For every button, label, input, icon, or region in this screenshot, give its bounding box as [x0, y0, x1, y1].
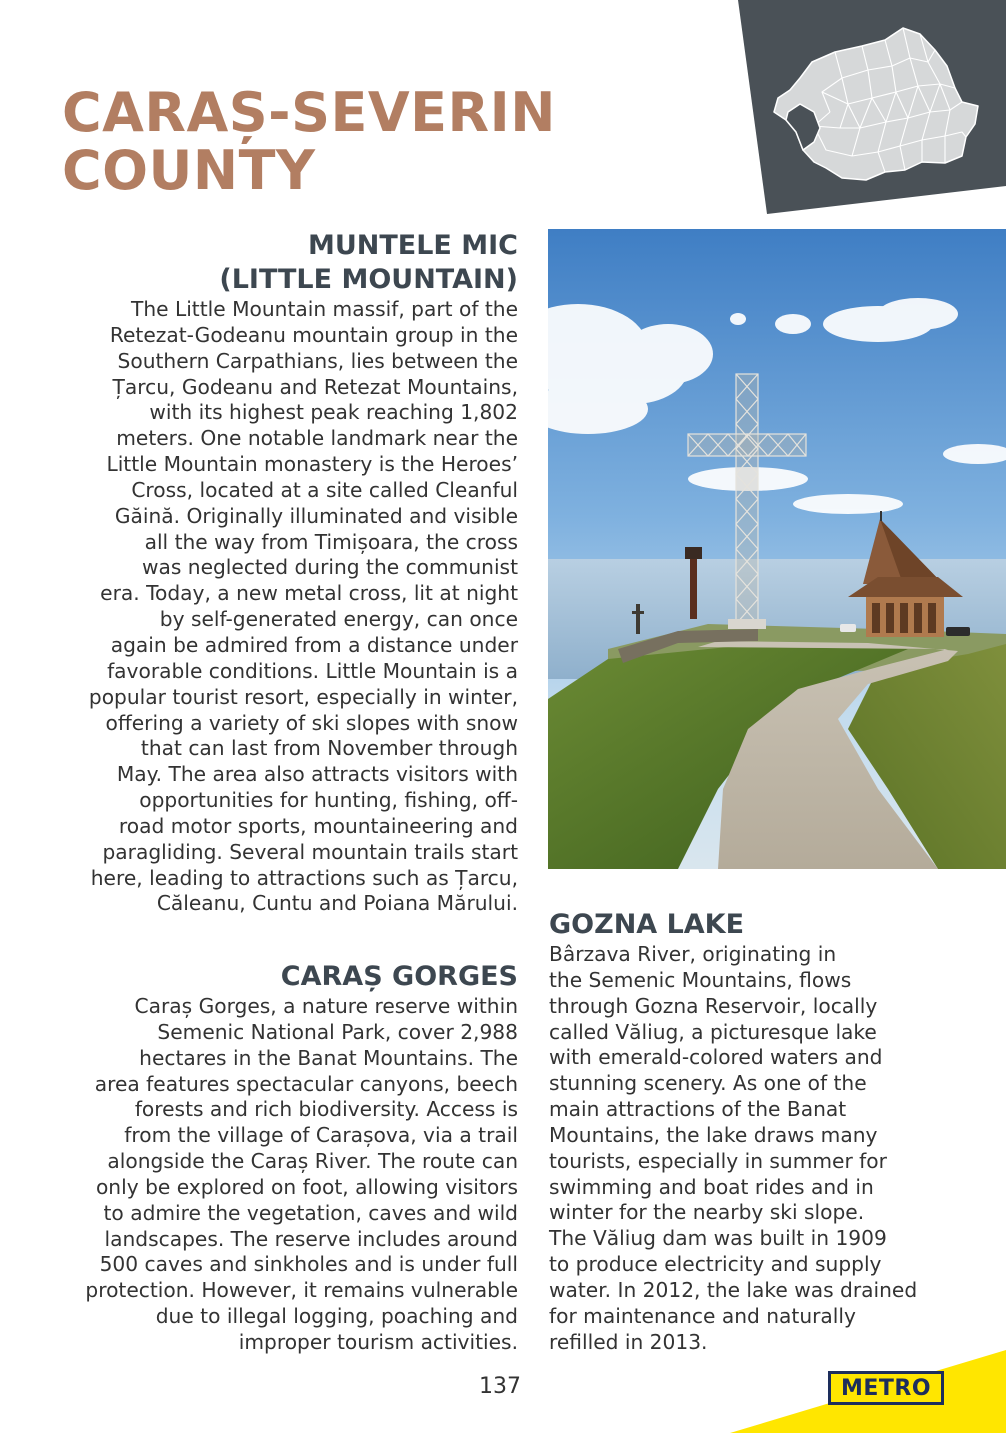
text-line: Retezat-Godeanu mountain group in the [109, 322, 518, 347]
text-line: water. In 2012, the lake was drained [549, 1277, 918, 1302]
text-line: Cross, located at a site called Cleanful [131, 477, 518, 502]
text-line: Țarcu, Godeanu and Retezat Mountains, [112, 374, 518, 399]
section-muntele-mic [60, 229, 518, 917]
text-line: the Semenic Mountains, flows [549, 967, 852, 992]
text-line: Găină. Originally illuminated and visible [114, 503, 518, 528]
text-line: Caraș Gorges, a nature reserve within [134, 994, 518, 1018]
text-line: landscapes. The reserve includes around [104, 1226, 518, 1251]
page-number: 137 [479, 1374, 521, 1399]
text-line: Southern Carpathians, lies between the [117, 348, 518, 373]
text-line: road motor sports, mountaineering and [118, 813, 518, 838]
title-line-1: CARAȘ-SEVERIN [62, 81, 556, 144]
text-line: due to illegal logging, poaching and [155, 1304, 518, 1329]
text-line: alongside the Caraș River. The route can [107, 1149, 518, 1174]
heading-line: MUNTELE MIC [307, 230, 518, 261]
text-line: popular tourist resort, especially in winter, [88, 684, 518, 709]
text-line: winter for the nearby ski slope. [549, 1200, 865, 1225]
text-line: area features spectacular canyons, beech [94, 1071, 518, 1096]
section-body [60, 297, 518, 917]
text-line: again be admired from a distance under [110, 632, 518, 657]
text-line: refilled in 2013. [549, 1329, 708, 1354]
text-line: through Gozna Reservoir, locally [549, 993, 878, 1018]
text-line: with its highest peak reaching 1,802 [149, 400, 518, 425]
text-line: favorable conditions. Little Mountain is a [107, 658, 518, 683]
text-line: The Little Mountain massif, part of the [130, 297, 518, 321]
text-line: May. The area also attracts visitors with [116, 762, 518, 787]
section-caras-gorges [60, 960, 518, 1356]
text-line: protection. However, it remains vulnerable [85, 1278, 518, 1303]
section-gozna-lake [549, 908, 939, 1356]
section-heading: CARAȘ GORGES [280, 961, 518, 992]
section-body [60, 994, 518, 1356]
text-line: Mountains, the lake draws many [549, 1122, 878, 1147]
text-line: hectares in the Banat Mountains. The [139, 1045, 518, 1070]
section-heading: GOZNA LAKE [549, 909, 745, 940]
text-line: era. Today, a new metal cross, lit at night [100, 581, 518, 606]
text-line: here, leading to attractions such as Țarcu, [90, 865, 518, 890]
text-line: opportunities for hunting, fishing, off- [139, 788, 518, 813]
text-line: Little Mountain monastery is the Heroes’ [106, 452, 518, 477]
text-line: swimming and boat rides and in [549, 1174, 874, 1199]
text-line: all the way from Timișoara, the cross [144, 529, 518, 554]
text-line: 500 caves and sinkholes and is under full [99, 1252, 518, 1277]
text-line: The Văliug dam was built in 1909 [549, 1226, 887, 1251]
text-line: tourists, especially in summer for [549, 1148, 887, 1173]
section-body [549, 942, 939, 1356]
text-line: from the village of Carașova, via a trail [124, 1123, 518, 1148]
text-line: stunning scenery. As one of the [549, 1071, 867, 1096]
text-line: Bârzava River, originating in [549, 942, 837, 966]
heading-line: (LITTLE MOUNTAIN) [219, 264, 518, 295]
text-line: to produce electricity and supply [549, 1252, 882, 1277]
text-line: called Văliug, a picturesque lake [549, 1019, 877, 1044]
text-line: with emerald-colored waters and [549, 1045, 883, 1070]
text-line: was neglected during the communist [141, 555, 518, 580]
metro-logo [828, 1371, 944, 1405]
logo-text: METRO [840, 1375, 932, 1401]
text-line: only be explored on foot, allowing visitors [95, 1174, 518, 1199]
text-line: improper tourism activities. [238, 1329, 518, 1354]
page-title [62, 81, 556, 202]
text-line: for maintenance and naturally [549, 1303, 856, 1328]
text-line: Căleanu, Cuntu and Poiana Mărului. [156, 891, 518, 916]
text-line: forests and rich biodiversity. Access is [134, 1097, 518, 1122]
title-line-2: COUNTY [62, 139, 316, 202]
heroes-cross-photo [548, 229, 1006, 869]
text-line: by self-generated energy, can once [159, 607, 518, 632]
text-line: meters. One notable landmark near the [116, 426, 518, 451]
text-line: that can last from November through [140, 736, 518, 761]
text-line: Semenic National Park, cover 2,988 [157, 1019, 518, 1044]
section-heading [60, 229, 518, 297]
text-line: paragliding. Several mountain trails start [102, 839, 518, 864]
text-line: main attractions of the Banat [549, 1097, 847, 1122]
text-line: offering a variety of ski slopes with snow [105, 710, 518, 735]
text-line: to admire the vegetation, caves and wild [103, 1200, 518, 1225]
